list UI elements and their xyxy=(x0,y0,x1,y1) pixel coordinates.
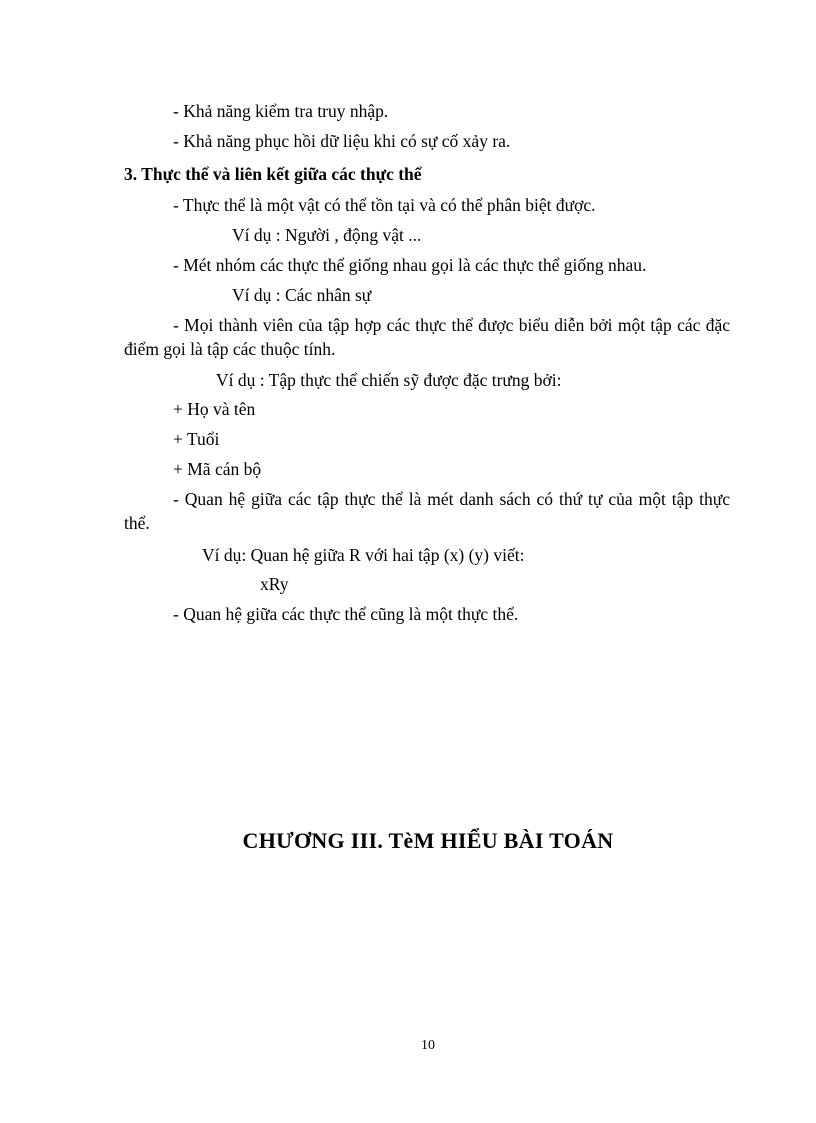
attribute-item: + Tuổi xyxy=(173,429,220,449)
relationship-formula: xRy xyxy=(260,574,289,594)
data-recovery-item: - Khả năng phục hồi dữ liệu khi có sự cố xảy ra. xyxy=(173,131,511,151)
relationship-paragraph: - Quan hệ giữa các tập thực thể là mét danh sách có thứ tự của một tập thực thể. xyxy=(124,489,730,533)
entity-group-definition: - Mét nhóm các thực thể giống nhau gọi là các thực thể giống nhau. xyxy=(173,255,647,275)
example-attributes: Ví dụ : Tập thực thể chiến sỹ được đặc trưng bởi: xyxy=(216,370,562,390)
example-entities: Ví dụ : Người , động vật ... xyxy=(232,225,422,245)
section-heading: 3. Thực thể và liên kết giữa các thực thể xyxy=(124,164,422,184)
attribute-item: + Mã cán bộ xyxy=(173,459,262,479)
page-number: 10 xyxy=(421,1038,435,1053)
example-entity-group: Ví dụ : Các nhân sự xyxy=(232,285,372,305)
attribute-item: + Họ và tên xyxy=(173,399,256,419)
entity-definition: - Thực thể là một vật có thể tồn tại và có thể phân biệt được. xyxy=(173,195,596,215)
attributes-paragraph: - Mọi thành viên của tập hợp các thực thể được biểu diễn bởi một tập các đặc điểm gọi là tập các thuộc tính. xyxy=(124,315,730,359)
relationship-entity-item: - Quan hệ giữa các thực thể cũng là một thực thể. xyxy=(173,604,519,624)
chapter-title: CHƯƠNG III. TèM HIỂU BÀI TOÁN xyxy=(242,828,614,853)
access-control-item: - Khả năng kiểm tra truy nhập. xyxy=(173,101,389,121)
example-relationship: Ví dụ: Quan hệ giữa R với hai tập (x) (y) viết: xyxy=(202,545,525,565)
